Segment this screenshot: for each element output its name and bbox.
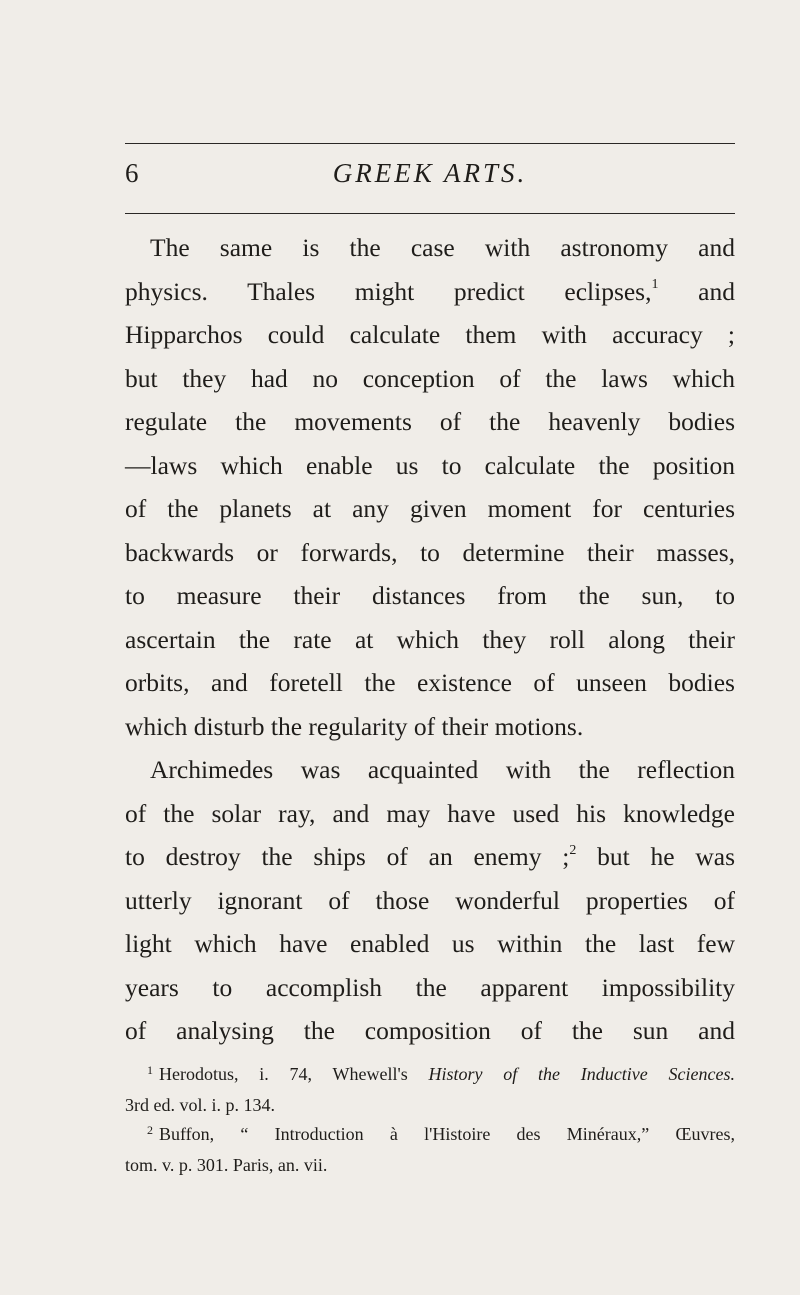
header-rule-bottom xyxy=(125,213,735,214)
text-line: —laws which enable us to calculate the position xyxy=(125,450,735,480)
text-line xyxy=(125,270,735,314)
page-number: 6 xyxy=(125,158,140,188)
text-line: of the solar ray, and may have used his knowledge xyxy=(125,798,735,828)
footnote-2 xyxy=(125,1120,735,1151)
text-line: backwards or forwards, to determine their masses, xyxy=(125,537,735,567)
footnote-2-cont: tom. v. p. 301. Paris, an. vii. xyxy=(125,1155,328,1175)
footnote-mark: 2 xyxy=(147,1123,153,1137)
text-line xyxy=(125,835,735,879)
text-line: light which have enabled us within the last few xyxy=(125,929,735,958)
running-head: GREEK ARTS. xyxy=(332,158,528,188)
footnote-1-cont: 3rd ed. vol. i. p. 134. xyxy=(125,1095,275,1115)
text-line: The same is the case with astronomy and xyxy=(150,233,735,262)
page-header xyxy=(125,158,735,198)
footnote-ref: 2 xyxy=(569,842,577,858)
text-line: but they had no conception of the laws which xyxy=(125,363,735,393)
text-line: of analysing the composition of the sun and xyxy=(125,1016,735,1045)
text-line: ascertain the rate at which they roll along their xyxy=(125,624,735,654)
body-text xyxy=(125,226,735,1053)
footnote-text: Buffon, “ Introduction à l'Histoire des Minéraux,” Œuvres, xyxy=(159,1124,735,1144)
text-segment: and xyxy=(698,276,735,306)
text-segment: but he was xyxy=(597,842,736,871)
footnote-text: Herodotus, i. 74, Whewell's xyxy=(159,1064,408,1084)
text-line: Hipparchos could calculate them with accuracy ; xyxy=(125,320,735,349)
text-segment: physics. Thales might predict eclipses, xyxy=(125,276,652,306)
footnotes xyxy=(125,1060,735,1180)
header-rule-top xyxy=(125,143,735,144)
text-line: to measure their distances from the sun, to xyxy=(125,581,735,610)
text-segment: to destroy the ships of an enemy ; xyxy=(125,842,570,871)
text-line: which disturb the regularity of their motions. xyxy=(125,711,584,741)
text-line: Archimedes was acquainted with the reflection xyxy=(150,755,735,784)
footnote-title: History of the Inductive Sciences. xyxy=(428,1064,735,1084)
footnote-ref: 1 xyxy=(651,277,659,292)
text-line: orbits, and foretell the existence of unseen bodies xyxy=(125,668,735,697)
text-line: years to accomplish the apparent impossibility xyxy=(125,972,735,1002)
footnote-1 xyxy=(125,1060,735,1091)
text-line: of the planets at any given moment for centuries xyxy=(125,494,735,523)
footnote-mark: 1 xyxy=(147,1063,153,1077)
text-line: regulate the movements of the heavenly bodies xyxy=(125,407,735,436)
text-line: utterly ignorant of those wonderful properties of xyxy=(125,885,735,915)
